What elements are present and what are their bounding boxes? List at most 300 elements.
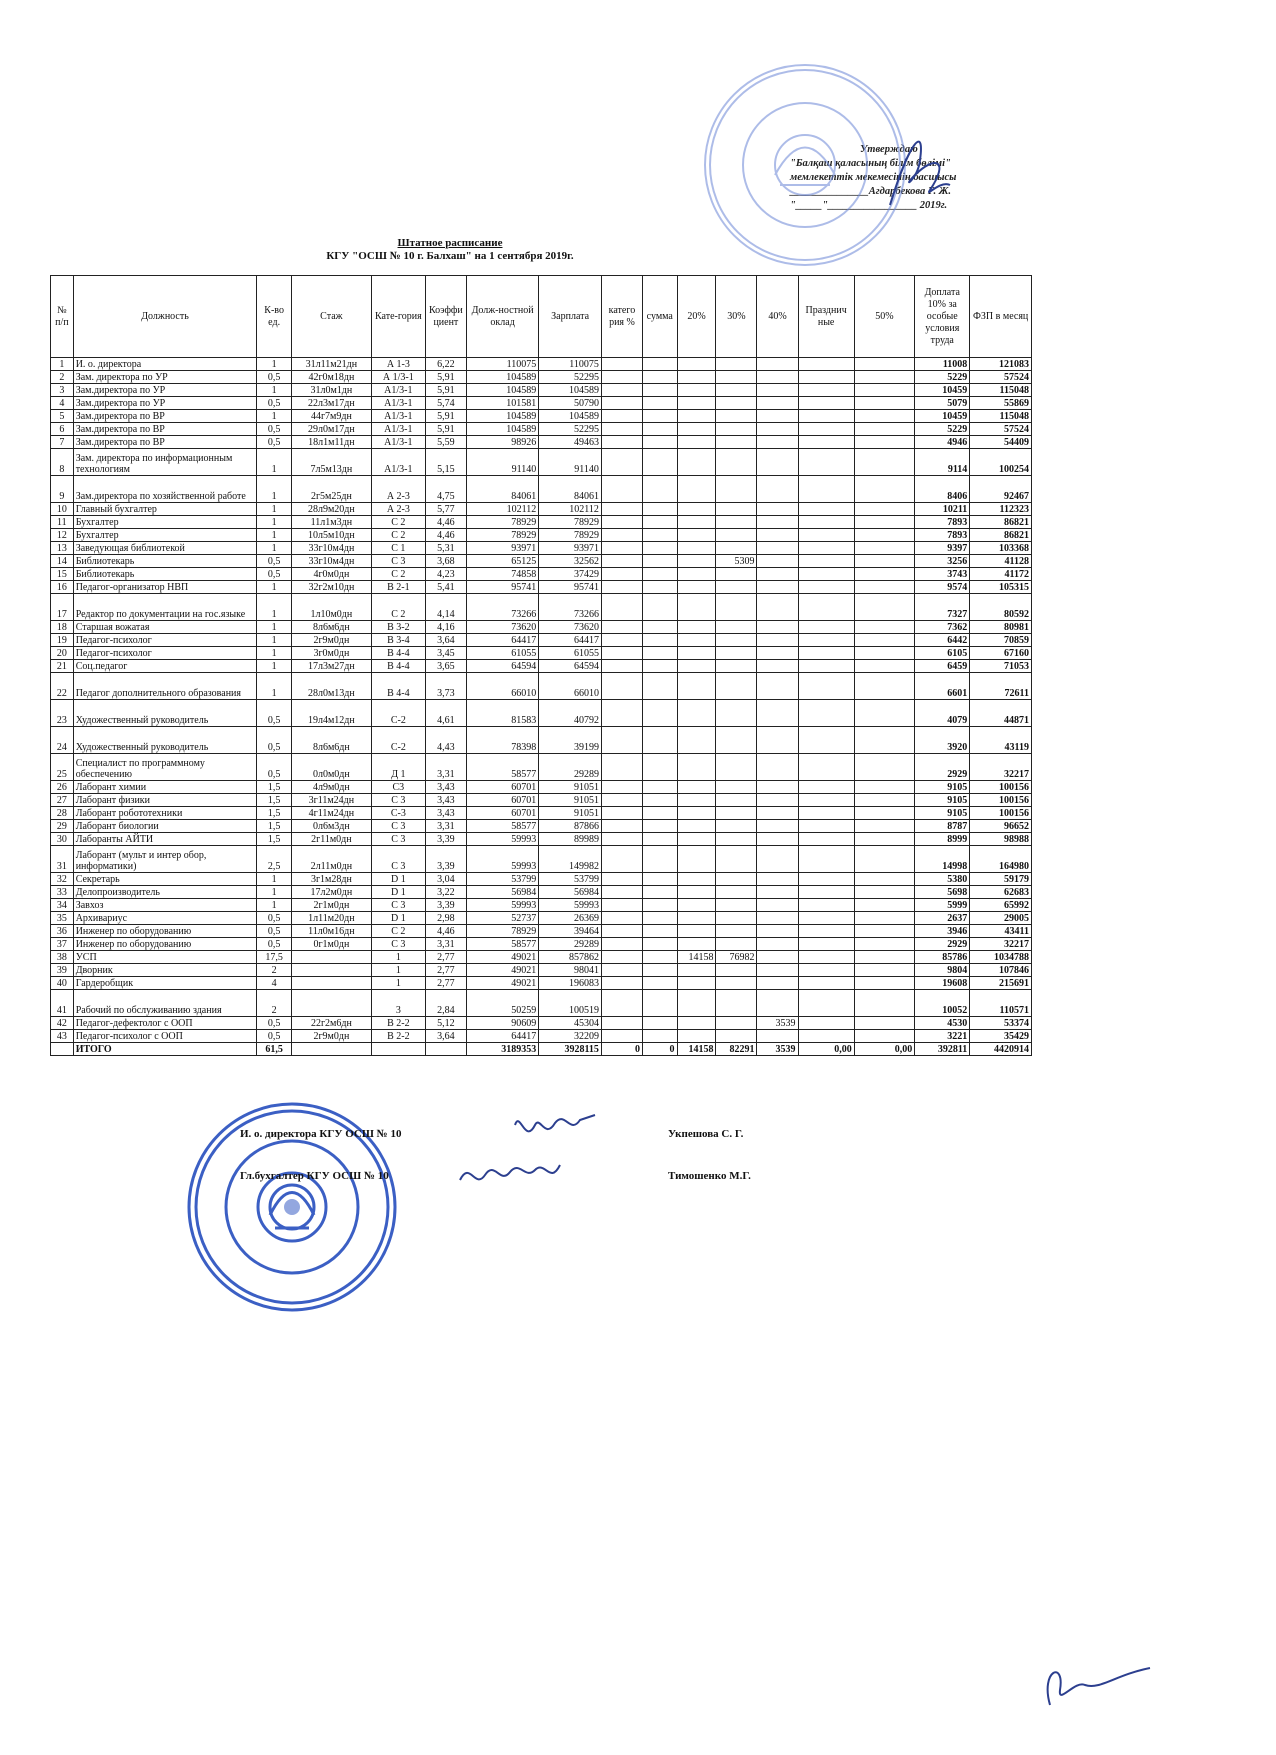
table-cell bbox=[601, 581, 642, 594]
column-header: ФЗП в месяц bbox=[970, 276, 1032, 358]
table-cell: 93971 bbox=[539, 542, 602, 555]
table-cell: С 1 bbox=[371, 542, 425, 555]
table-cell bbox=[716, 371, 757, 384]
table-cell: 37429 bbox=[539, 568, 602, 581]
table-cell: 2 bbox=[257, 964, 292, 977]
table-cell: 9397 bbox=[915, 542, 970, 555]
total-row bbox=[51, 1043, 1032, 1056]
table-cell: 66010 bbox=[539, 673, 602, 700]
table-cell: 1 bbox=[257, 899, 292, 912]
table-cell: С 3 bbox=[371, 820, 425, 833]
table-cell: 29289 bbox=[539, 754, 602, 781]
table-cell: 5698 bbox=[915, 886, 970, 899]
table-cell bbox=[716, 781, 757, 794]
table-cell bbox=[757, 807, 798, 820]
table-cell: 24 bbox=[51, 727, 74, 754]
table-cell bbox=[798, 977, 854, 990]
table-cell: 2,5 bbox=[257, 846, 292, 873]
table-cell: 18л1м11дн bbox=[291, 436, 371, 449]
column-header: 20% bbox=[677, 276, 716, 358]
table-cell: 3,45 bbox=[425, 647, 466, 660]
table-cell bbox=[798, 397, 854, 410]
table-cell bbox=[798, 568, 854, 581]
table-cell bbox=[677, 568, 716, 581]
table-row bbox=[51, 754, 1032, 781]
table-cell: 104589 bbox=[466, 410, 538, 423]
table-cell: 42 bbox=[51, 1017, 74, 1030]
table-cell: 44г7м9дн bbox=[291, 410, 371, 423]
table-cell: 5,91 bbox=[425, 410, 466, 423]
table-cell bbox=[601, 568, 642, 581]
table-cell bbox=[854, 397, 915, 410]
table-cell: 100156 bbox=[970, 794, 1032, 807]
table-cell bbox=[601, 964, 642, 977]
table-cell: 115048 bbox=[970, 384, 1032, 397]
table-cell bbox=[642, 1030, 677, 1043]
position-cell: Инженер по оборудованию bbox=[73, 938, 257, 951]
table-cell: 5,12 bbox=[425, 1017, 466, 1030]
table-cell bbox=[601, 476, 642, 503]
table-cell bbox=[601, 594, 642, 621]
table-cell: 5 bbox=[51, 410, 74, 423]
table-cell bbox=[642, 754, 677, 781]
table-cell: 49021 bbox=[466, 977, 538, 990]
table-cell: 60701 bbox=[466, 794, 538, 807]
table-cell: 3 bbox=[371, 990, 425, 1017]
approval-line-1: Утверждаю bbox=[860, 144, 918, 155]
table-cell bbox=[757, 925, 798, 938]
table-cell: С-2 bbox=[371, 700, 425, 727]
table-cell: 9 bbox=[51, 476, 74, 503]
table-cell: 1 bbox=[257, 634, 292, 647]
table-cell: 3,31 bbox=[425, 820, 466, 833]
table-cell bbox=[716, 886, 757, 899]
table-cell bbox=[601, 925, 642, 938]
table-cell: 1 bbox=[257, 449, 292, 476]
table-row bbox=[51, 990, 1032, 1017]
table-cell: 0 bbox=[642, 1043, 677, 1056]
table-cell: 2,98 bbox=[425, 912, 466, 925]
table-cell bbox=[716, 647, 757, 660]
table-cell bbox=[291, 1043, 371, 1056]
table-cell: В 2-1 bbox=[371, 581, 425, 594]
table-cell: В 2-2 bbox=[371, 1030, 425, 1043]
table-row bbox=[51, 833, 1032, 846]
table-cell: 121083 bbox=[970, 358, 1032, 371]
table-cell bbox=[601, 660, 642, 673]
table-cell: С 2 bbox=[371, 516, 425, 529]
table-cell bbox=[798, 542, 854, 555]
table-cell: 33г10м4дн bbox=[291, 555, 371, 568]
table-row bbox=[51, 1030, 1032, 1043]
table-cell bbox=[798, 833, 854, 846]
table-cell: 1 bbox=[257, 516, 292, 529]
table-cell: 5,91 bbox=[425, 423, 466, 436]
table-cell: 4г11м24дн bbox=[291, 807, 371, 820]
table-cell bbox=[716, 964, 757, 977]
table-cell: 32562 bbox=[539, 555, 602, 568]
table-cell: 5,91 bbox=[425, 384, 466, 397]
table-cell: С3 bbox=[371, 781, 425, 794]
table-cell bbox=[757, 397, 798, 410]
table-cell: 56984 bbox=[539, 886, 602, 899]
table-cell: А 2-3 bbox=[371, 503, 425, 516]
table-row bbox=[51, 358, 1032, 371]
table-cell: 5,91 bbox=[425, 371, 466, 384]
table-cell bbox=[854, 410, 915, 423]
table-cell bbox=[642, 673, 677, 700]
table-cell: 65992 bbox=[970, 899, 1032, 912]
table-cell bbox=[798, 794, 854, 807]
table-cell bbox=[601, 1017, 642, 1030]
table-cell: 59179 bbox=[970, 873, 1032, 886]
position-cell: Художественный руководитель bbox=[73, 727, 257, 754]
table-cell bbox=[757, 951, 798, 964]
table-cell: 41172 bbox=[970, 568, 1032, 581]
table-cell bbox=[677, 925, 716, 938]
table-cell bbox=[716, 660, 757, 673]
table-cell: 4г0м0дн bbox=[291, 568, 371, 581]
table-cell bbox=[757, 873, 798, 886]
table-cell bbox=[854, 794, 915, 807]
table-cell bbox=[601, 384, 642, 397]
position-cell: Лаборант робототехники bbox=[73, 807, 257, 820]
table-cell: 3920 bbox=[915, 727, 970, 754]
table-cell bbox=[642, 977, 677, 990]
table-cell: 857862 bbox=[539, 951, 602, 964]
table-cell: С-3 bbox=[371, 807, 425, 820]
table-cell bbox=[757, 449, 798, 476]
table-cell: 57524 bbox=[970, 371, 1032, 384]
table-cell: 3539 bbox=[757, 1017, 798, 1030]
table-cell: 98926 bbox=[466, 436, 538, 449]
table-cell bbox=[798, 476, 854, 503]
table-cell: 53374 bbox=[970, 1017, 1032, 1030]
table-cell bbox=[642, 476, 677, 503]
table-cell: 64417 bbox=[466, 634, 538, 647]
approval-line-2: "Балқаш қаласының білім бөлімі" bbox=[790, 158, 951, 169]
table-cell bbox=[716, 634, 757, 647]
table-cell: 5380 bbox=[915, 873, 970, 886]
table-cell bbox=[677, 977, 716, 990]
table-row bbox=[51, 781, 1032, 794]
table-cell bbox=[642, 807, 677, 820]
table-cell: 1л11м20дн bbox=[291, 912, 371, 925]
table-cell bbox=[854, 384, 915, 397]
table-cell bbox=[854, 516, 915, 529]
table-cell: 65125 bbox=[466, 555, 538, 568]
accountant-label: Гл.бухгалтер КГУ ОСШ № 10 bbox=[240, 1170, 389, 1182]
table-cell bbox=[677, 807, 716, 820]
table-cell bbox=[601, 436, 642, 449]
table-cell: 10052 bbox=[915, 990, 970, 1017]
table-cell: 70859 bbox=[970, 634, 1032, 647]
table-cell: 0,00 bbox=[854, 1043, 915, 1056]
director-name: Укпешова С. Г. bbox=[668, 1128, 744, 1140]
table-cell: С-2 bbox=[371, 727, 425, 754]
table-cell: 0,5 bbox=[257, 568, 292, 581]
table-cell bbox=[601, 634, 642, 647]
table-cell: 53799 bbox=[466, 873, 538, 886]
table-cell: 15 bbox=[51, 568, 74, 581]
table-cell: 3,39 bbox=[425, 833, 466, 846]
table-cell bbox=[642, 516, 677, 529]
table-cell: 3 bbox=[51, 384, 74, 397]
table-cell: 37 bbox=[51, 938, 74, 951]
table-cell bbox=[798, 436, 854, 449]
table-cell: С 3 bbox=[371, 899, 425, 912]
table-cell bbox=[854, 371, 915, 384]
table-cell bbox=[642, 397, 677, 410]
table-cell: 40 bbox=[51, 977, 74, 990]
table-cell: А1/3-1 bbox=[371, 410, 425, 423]
table-cell: 3,64 bbox=[425, 634, 466, 647]
table-cell: 4,46 bbox=[425, 529, 466, 542]
table-cell: 3,04 bbox=[425, 873, 466, 886]
table-row bbox=[51, 449, 1032, 476]
position-cell: Секретарь bbox=[73, 873, 257, 886]
table-cell: 14158 bbox=[677, 951, 716, 964]
table-cell bbox=[677, 886, 716, 899]
table-cell: 3256 bbox=[915, 555, 970, 568]
table-cell bbox=[854, 476, 915, 503]
table-cell bbox=[601, 899, 642, 912]
table-cell: 16 bbox=[51, 581, 74, 594]
table-cell bbox=[798, 951, 854, 964]
table-cell bbox=[601, 833, 642, 846]
table-cell: 14 bbox=[51, 555, 74, 568]
table-cell: 149982 bbox=[539, 846, 602, 873]
table-cell: 49021 bbox=[466, 964, 538, 977]
table-cell: 1 bbox=[257, 384, 292, 397]
table-cell bbox=[371, 1043, 425, 1056]
table-cell: 392811 bbox=[915, 1043, 970, 1056]
table-cell bbox=[677, 449, 716, 476]
approval-signature bbox=[880, 120, 960, 220]
table-cell bbox=[642, 542, 677, 555]
table-cell: 73620 bbox=[539, 621, 602, 634]
table-cell bbox=[798, 581, 854, 594]
table-cell: 215691 bbox=[970, 977, 1032, 990]
table-row bbox=[51, 621, 1032, 634]
table-cell: А1/3-1 bbox=[371, 423, 425, 436]
table-cell bbox=[854, 647, 915, 660]
position-cell: Гардеробщик bbox=[73, 977, 257, 990]
table-row bbox=[51, 700, 1032, 727]
table-cell bbox=[642, 781, 677, 794]
table-cell: 4,23 bbox=[425, 568, 466, 581]
table-cell bbox=[601, 542, 642, 555]
table-cell bbox=[291, 951, 371, 964]
table-cell: 59993 bbox=[466, 833, 538, 846]
table-cell bbox=[757, 794, 798, 807]
table-cell: 1 bbox=[257, 529, 292, 542]
table-cell: 101581 bbox=[466, 397, 538, 410]
table-row bbox=[51, 634, 1032, 647]
table-row bbox=[51, 503, 1032, 516]
table-cell: 28 bbox=[51, 807, 74, 820]
column-header: сумма bbox=[642, 276, 677, 358]
table-cell bbox=[798, 1017, 854, 1030]
table-cell: А1/3-1 bbox=[371, 397, 425, 410]
table-cell bbox=[716, 873, 757, 886]
table-cell: D 1 bbox=[371, 886, 425, 899]
table-row bbox=[51, 581, 1032, 594]
table-cell: 1 bbox=[257, 581, 292, 594]
table-cell: 9114 bbox=[915, 449, 970, 476]
table-cell: 34 bbox=[51, 899, 74, 912]
table-cell bbox=[854, 423, 915, 436]
table-cell: 6442 bbox=[915, 634, 970, 647]
table-cell bbox=[854, 503, 915, 516]
table-cell: 102112 bbox=[539, 503, 602, 516]
table-cell bbox=[854, 938, 915, 951]
table-cell: 8406 bbox=[915, 476, 970, 503]
table-cell: 17,5 bbox=[257, 951, 292, 964]
table-cell: 32 bbox=[51, 873, 74, 886]
table-cell bbox=[642, 951, 677, 964]
table-cell: 78929 bbox=[466, 516, 538, 529]
table-cell bbox=[716, 568, 757, 581]
table-cell: 31л11м21дн bbox=[291, 358, 371, 371]
table-cell bbox=[601, 371, 642, 384]
table-cell bbox=[757, 673, 798, 700]
table-cell bbox=[798, 516, 854, 529]
table-cell bbox=[854, 660, 915, 673]
table-cell bbox=[677, 503, 716, 516]
table-cell bbox=[854, 925, 915, 938]
table-cell bbox=[677, 647, 716, 660]
table-cell: 95741 bbox=[466, 581, 538, 594]
table-cell bbox=[757, 886, 798, 899]
table-cell bbox=[757, 594, 798, 621]
table-cell bbox=[798, 647, 854, 660]
table-cell: 64594 bbox=[539, 660, 602, 673]
table-cell bbox=[716, 423, 757, 436]
table-cell bbox=[642, 371, 677, 384]
table-cell bbox=[757, 964, 798, 977]
table-cell bbox=[757, 820, 798, 833]
table-cell bbox=[798, 594, 854, 621]
table-row bbox=[51, 873, 1032, 886]
table-cell: В 3-4 bbox=[371, 634, 425, 647]
table-cell bbox=[642, 568, 677, 581]
position-cell: Главный бухгалтер bbox=[73, 503, 257, 516]
table-cell: 1 bbox=[371, 964, 425, 977]
table-cell bbox=[642, 503, 677, 516]
table-cell: 3,31 bbox=[425, 754, 466, 781]
table-cell: 20 bbox=[51, 647, 74, 660]
table-cell bbox=[716, 529, 757, 542]
table-cell: 3221 bbox=[915, 1030, 970, 1043]
table-cell: 36 bbox=[51, 925, 74, 938]
table-cell: 7л5м13дн bbox=[291, 449, 371, 476]
approval-line-4: _______________Агдарбекова Г. Ж. bbox=[790, 186, 951, 197]
table-cell: 84061 bbox=[466, 476, 538, 503]
position-cell: Бухгалтер bbox=[73, 529, 257, 542]
table-cell: 78929 bbox=[539, 516, 602, 529]
table-cell: 5229 bbox=[915, 423, 970, 436]
table-cell: 10211 bbox=[915, 503, 970, 516]
table-cell bbox=[798, 886, 854, 899]
table-cell bbox=[716, 476, 757, 503]
table-cell: 39 bbox=[51, 964, 74, 977]
table-cell: 100254 bbox=[970, 449, 1032, 476]
table-cell: 64417 bbox=[539, 634, 602, 647]
position-cell: Редактор по документации на гос.языке bbox=[73, 594, 257, 621]
title-line-1: Штатное расписание bbox=[397, 237, 503, 249]
table-cell bbox=[716, 925, 757, 938]
table-cell bbox=[757, 754, 798, 781]
table-cell bbox=[798, 660, 854, 673]
table-cell bbox=[677, 621, 716, 634]
table-cell: 5,15 bbox=[425, 449, 466, 476]
table-cell: 4,46 bbox=[425, 516, 466, 529]
table-cell bbox=[716, 912, 757, 925]
table-cell bbox=[601, 846, 642, 873]
table-cell: 5,41 bbox=[425, 581, 466, 594]
table-cell: 2 bbox=[51, 371, 74, 384]
table-row bbox=[51, 568, 1032, 581]
table-cell: 14158 bbox=[677, 1043, 716, 1056]
position-cell: Заведующая библиотекой bbox=[73, 542, 257, 555]
table-cell: В 2-2 bbox=[371, 1017, 425, 1030]
table-cell: 3,73 bbox=[425, 673, 466, 700]
column-header: Доплата 10% за особые условия труда bbox=[915, 276, 970, 358]
table-cell bbox=[677, 358, 716, 371]
table-cell: 11 bbox=[51, 516, 74, 529]
table-cell: 86821 bbox=[970, 516, 1032, 529]
table-cell: 56984 bbox=[466, 886, 538, 899]
table-cell bbox=[854, 990, 915, 1017]
table-cell bbox=[716, 410, 757, 423]
table-cell: 2 bbox=[257, 990, 292, 1017]
position-cell: Лаборант химии bbox=[73, 781, 257, 794]
table-cell: 39199 bbox=[539, 727, 602, 754]
table-cell: 35429 bbox=[970, 1030, 1032, 1043]
table-cell: 22л3м17дн bbox=[291, 397, 371, 410]
table-cell bbox=[601, 673, 642, 700]
table-cell bbox=[854, 964, 915, 977]
table-cell bbox=[854, 873, 915, 886]
table-cell bbox=[601, 410, 642, 423]
table-cell: 115048 bbox=[970, 410, 1032, 423]
position-cell: Завхоз bbox=[73, 899, 257, 912]
table-cell: 3,39 bbox=[425, 899, 466, 912]
position-cell: Зам.директора по хозяйственной работе bbox=[73, 476, 257, 503]
table-cell: 3г1м28дн bbox=[291, 873, 371, 886]
table-cell: 73620 bbox=[466, 621, 538, 634]
table-cell: 1л10м0дн bbox=[291, 594, 371, 621]
table-cell: 11л0м16дн bbox=[291, 925, 371, 938]
table-cell: 1034788 bbox=[970, 951, 1032, 964]
table-cell: 32217 bbox=[970, 754, 1032, 781]
table-cell: 2г5м25дн bbox=[291, 476, 371, 503]
table-cell: 92467 bbox=[970, 476, 1032, 503]
table-cell bbox=[757, 542, 798, 555]
table-cell: 0,5 bbox=[257, 754, 292, 781]
table-row bbox=[51, 925, 1032, 938]
table-cell bbox=[601, 423, 642, 436]
table-cell: 10459 bbox=[915, 384, 970, 397]
table-cell bbox=[798, 410, 854, 423]
table-cell bbox=[601, 794, 642, 807]
table-cell: 2,77 bbox=[425, 977, 466, 990]
table-cell bbox=[854, 634, 915, 647]
table-cell: 1 bbox=[257, 873, 292, 886]
table-cell bbox=[757, 634, 798, 647]
table-cell: 0,5 bbox=[257, 397, 292, 410]
